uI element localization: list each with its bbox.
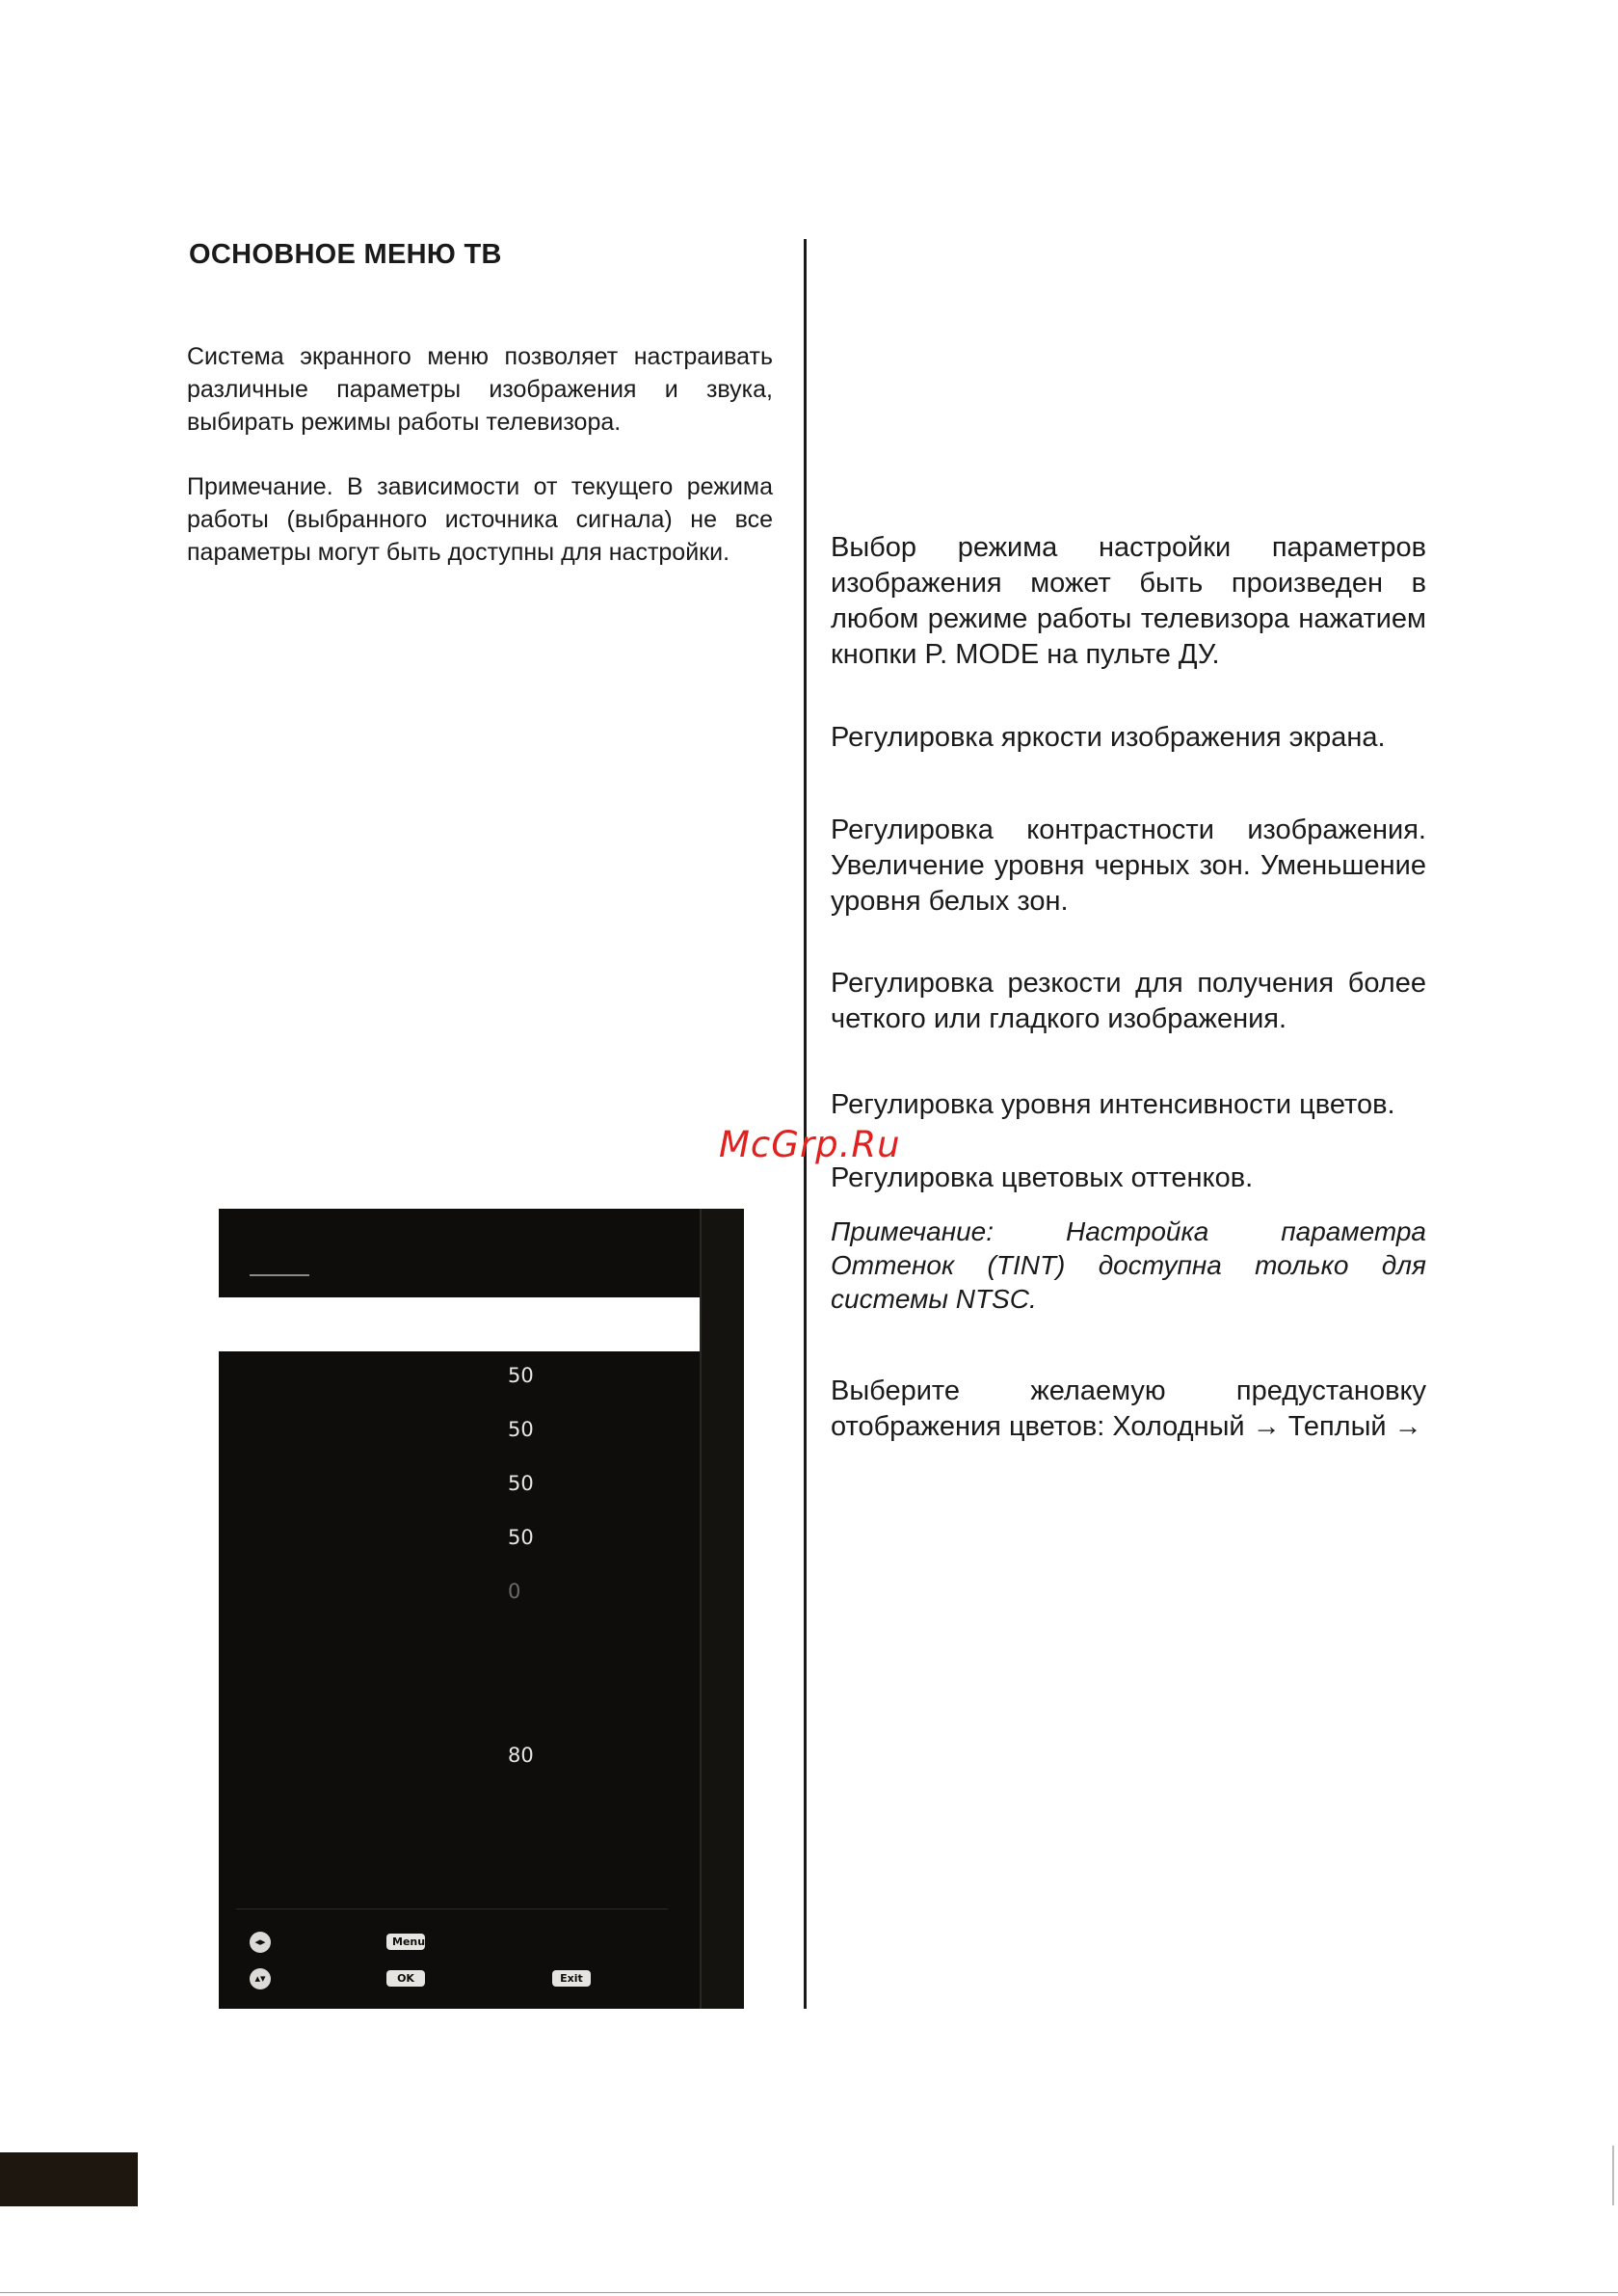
color-temperature-description: Выберите желаемую предустановку отображения цветов: Холодный → Теплый → [831, 1375, 1426, 1442]
page-edge-mark [1612, 2146, 1614, 2205]
ok-key: OK [386, 1970, 425, 1987]
tint-description: Регулировка цветовых оттенков. [831, 1162, 1254, 1193]
color-description: Регулировка уровня интенсивности цветов. [831, 1089, 1395, 1120]
tv-menu-selected-row [219, 1297, 700, 1351]
brightness-description: Регулировка яркости изображения экрана. [831, 722, 1386, 753]
tv-menu-title-underline [250, 1274, 309, 1276]
up-down-nav-icon: ▴▾ [250, 1968, 271, 1989]
sharpness-description: Регулировка резкости для получения более четкого или гладкого изображения. [831, 968, 1426, 1034]
tv-menu-value-3: 50 [508, 1472, 534, 1495]
picture-mode-description: Выбор режима настройки параметров изображения может быть произведен в любом режиме работы телевизора нажатием кнопки P. MODE на пульте ДУ. [831, 532, 1426, 670]
tv-menu-value-2: 50 [508, 1418, 534, 1441]
contrast-description: Регулировка контрастности изображения. Увеличение уровня черных зон. Уменьшение уровня белых зон. [831, 814, 1426, 917]
menu-key: Menu [386, 1934, 425, 1950]
tv-menu-value-4: 50 [508, 1526, 534, 1549]
tv-menu-value-5: 0 [508, 1580, 521, 1603]
intro-paragraph: Система экранного меню позволяет настраивать различные параметры изображения и звука, выбирать режимы работы телевизора. [187, 343, 773, 436]
left-right-nav-icon: ◂▸ [250, 1932, 271, 1953]
tv-menu-value-1: 50 [508, 1364, 534, 1387]
tv-menu-value-6: 80 [508, 1744, 534, 1767]
page-bottom-rule [0, 2292, 1618, 2293]
tint-note: Примечание: Настройка параметра Оттенок (TINT) доступна только для системы NTSC. [831, 1216, 1426, 1314]
exit-key: Exit [552, 1970, 591, 1987]
watermark: McGrp.Ru [719, 1124, 901, 1165]
note-paragraph: Примечание. В зависимости от текущего режима работы (выбранного источника сигнала) не все параметры могут быть доступны для настройки. [187, 473, 773, 566]
tv-menu-scrollbar [700, 1209, 744, 2009]
page-corner-block [0, 2152, 138, 2206]
page-title: ОСНОВНОЕ МЕНЮ ТВ [189, 239, 502, 270]
